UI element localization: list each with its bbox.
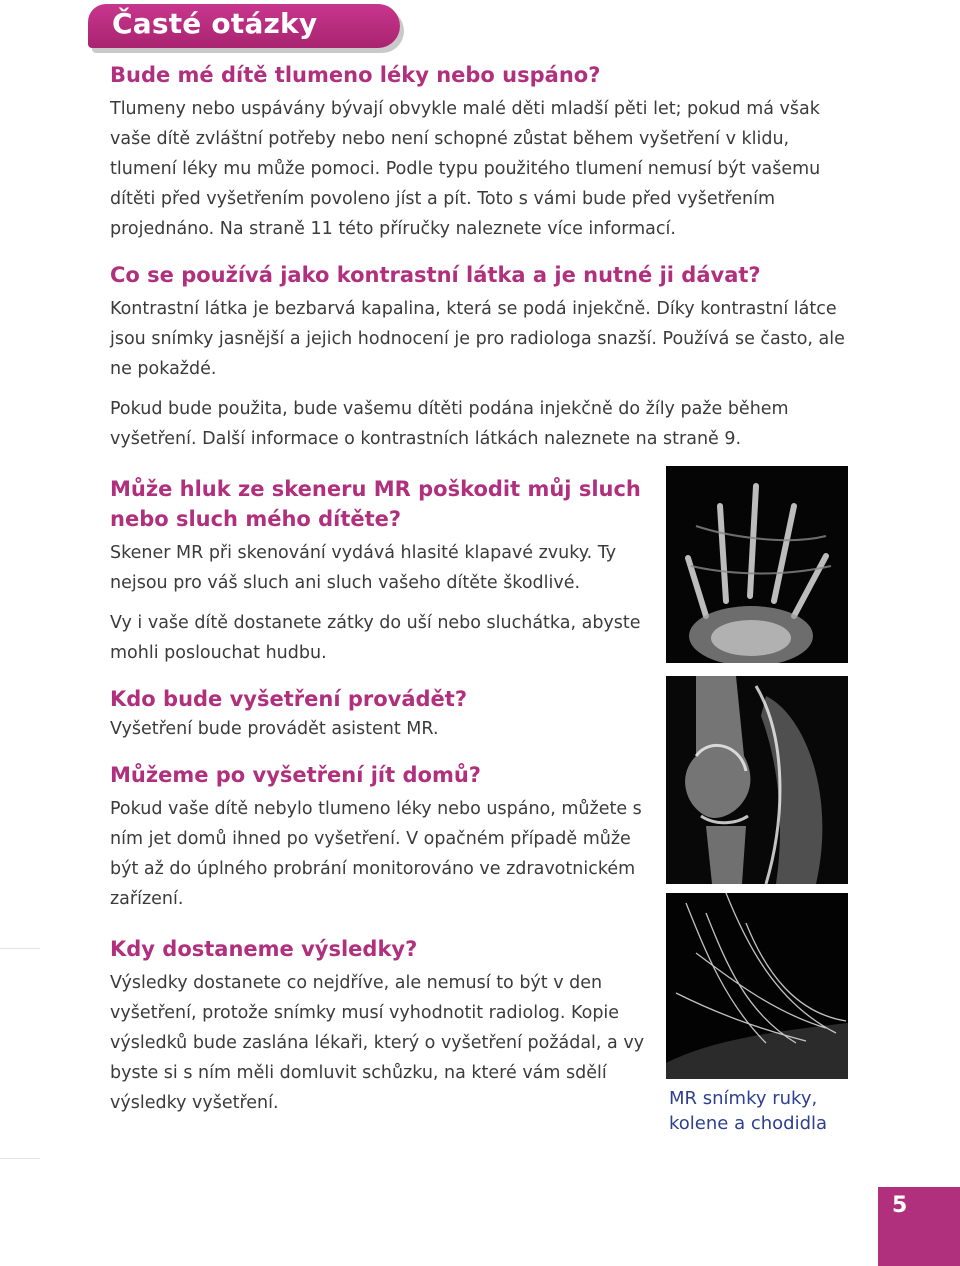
answer-sedation: Tlumeny nebo uspávány bývají obvykle malé děti mladší pěti let; pokud má však vaše dítě zvláštní potřeby nebo není schopné zůstat během vyšetření v klidu, tlumení léky mu může pomoci. Podle typu použitého tlumení nemusí být vašemu dítěti před vyšetřením povoleno jíst a pít. Toto s vámi bude před vyšetřením projednáno. Na straně 11 této příručky naleznete více informací. — [110, 99, 821, 239]
question-go-home: Můžeme po vyšetření jít domů? — [110, 763, 481, 787]
question-contrast: Co se používá jako kontrastní látka a je nutné ji dávat? — [110, 263, 761, 287]
mri-hand-image — [666, 466, 848, 663]
mri-foot-image — [666, 893, 848, 1079]
mri-knee-image — [666, 676, 848, 884]
page-number: 5 — [892, 1193, 908, 1218]
question-noise: Může hluk ze skeneru MR poškodit můj sluch nebo sluch mého dítěte? — [110, 477, 641, 531]
answer-results: Výsledky dostanete co nejdříve, ale nemusí to být v den vyšetření, protože snímky musí vyhodnotit radiolog. Kopie výsledků bude zaslána lékaři, který o vyšetření požádal, a vy byste si s ním měli domluvit schůzku, na které vám sdělí výsledky vyšetření. — [110, 973, 645, 1113]
answer-operator: Vyšetření bude provádět asistent MR. — [110, 719, 439, 739]
margin-rule — [0, 948, 40, 949]
answer-noise-2: Vy i vaše dítě dostanete zátky do uší nebo sluchátka, abyste mohli poslouchat hudbu. — [110, 613, 641, 663]
question-operator: Kdo bude vyšetření provádět? — [110, 687, 467, 711]
answer-contrast-2: Pokud bude použita, bude vašemu dítěti podána injekčně do žíly paže během vyšetření. Další informace o kontrastních látkách naleznete na straně 9. — [110, 399, 789, 449]
margin-rule — [0, 1158, 40, 1159]
section-title: Časté otázky — [112, 7, 318, 40]
question-sedation: Bude mé dítě tlumeno léky nebo uspáno? — [110, 63, 601, 87]
answer-noise-1: Skener MR při skenování vydává hlasité klapavé zvuky. Ty nejsou pro váš sluch ani sluch vašeho dítěte škodlivé. — [110, 543, 617, 593]
page-number-tab — [878, 1187, 960, 1266]
images-caption: MR snímky ruky, kolene a chodidla — [669, 1088, 828, 1134]
section-title-banner — [88, 4, 400, 48]
answer-go-home: Pokud vaše dítě nebylo tlumeno léky nebo uspáno, můžete s ním jet domů ihned po vyšetření. V opačném případě může být až do úplného probrání monitorováno ve zdravotnickém zařízení. — [110, 799, 642, 909]
answer-contrast-1: Kontrastní látka je bezbarvá kapalina, která se podá injekčně. Díky kontrastní látce jsou snímky jasnější a jejich hodnocení je pro radiologa snazší. Používá se často, ale ne pokaždé. — [110, 299, 845, 379]
question-results: Kdy dostaneme výsledky? — [110, 937, 418, 961]
